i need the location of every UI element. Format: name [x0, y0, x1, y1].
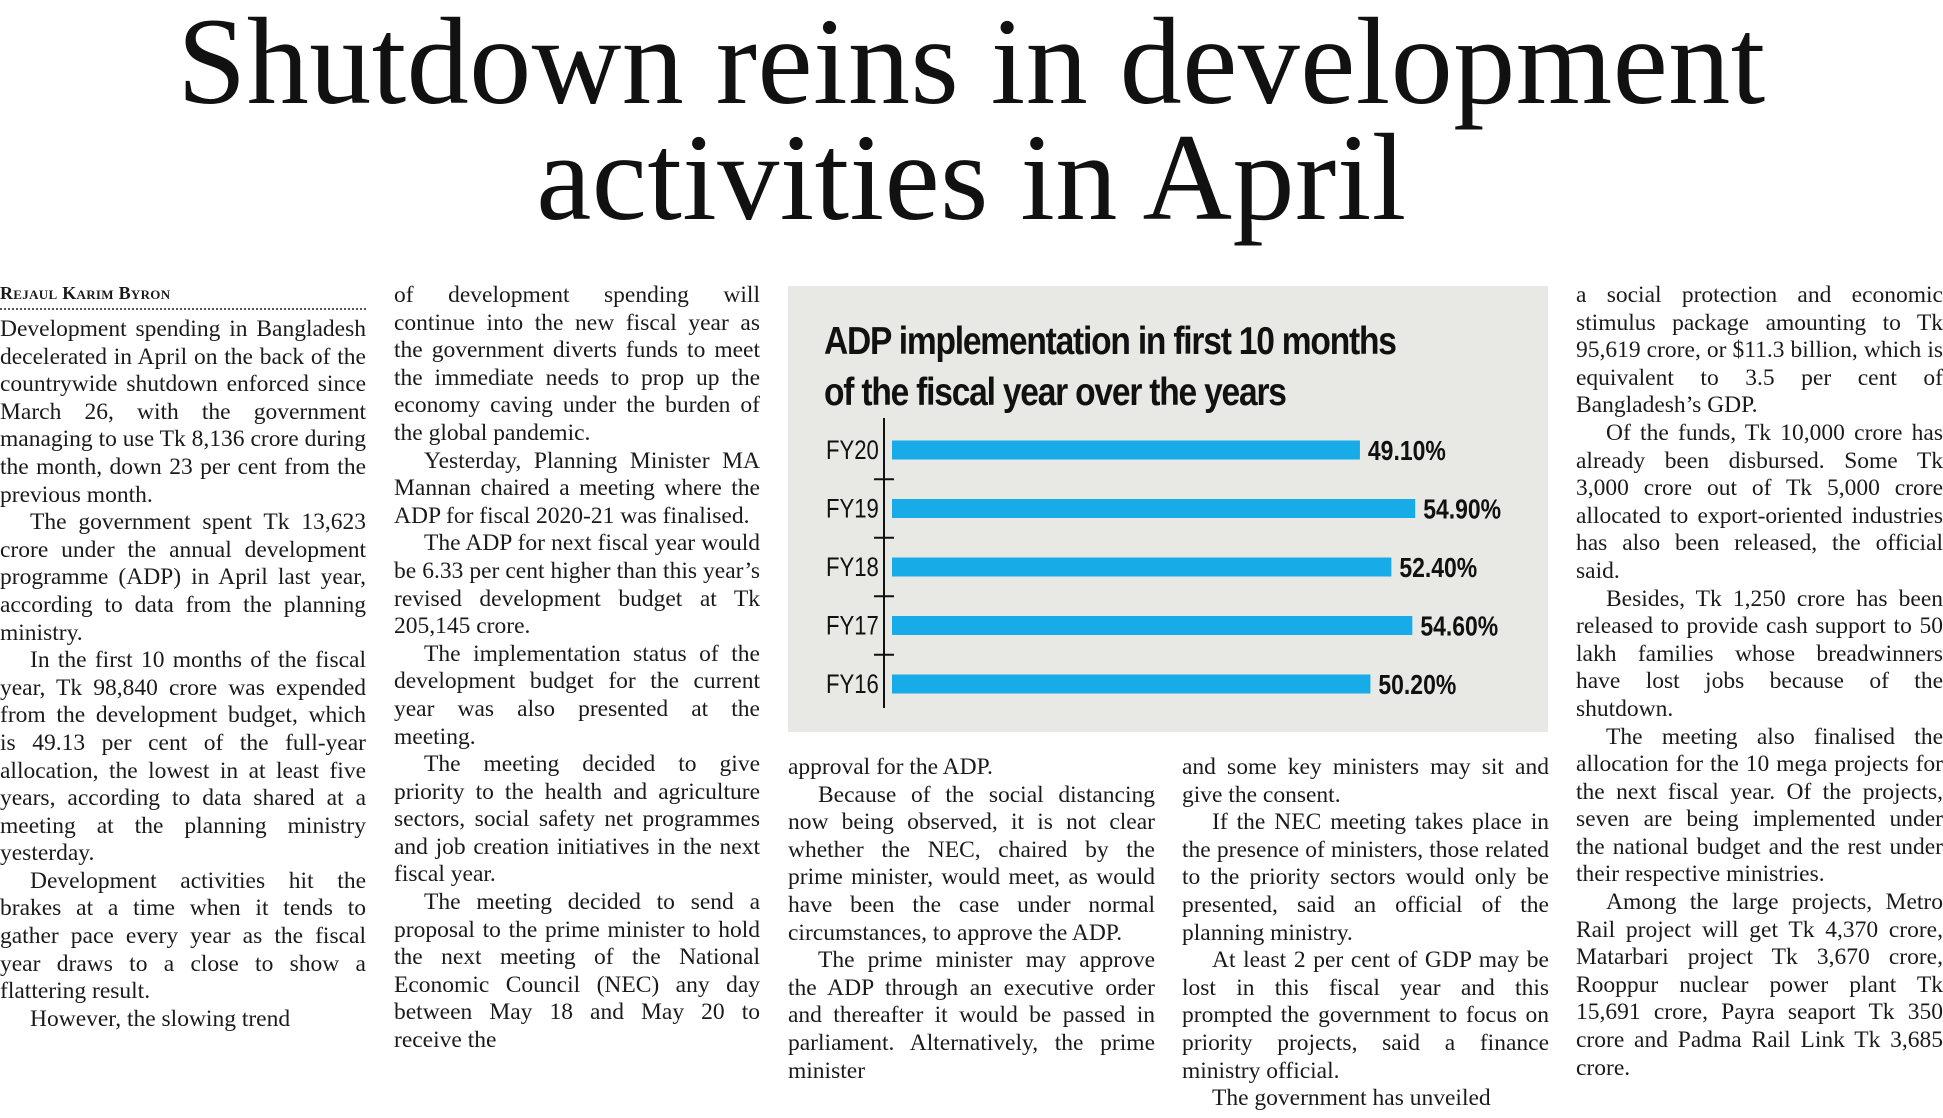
- bar: [892, 441, 1360, 460]
- paragraph: Besides, Tk 1,250 crore has been released to provide cash support to 50 lakh families whose breadwinners have lost jobs because of the shutdown.: [1576, 585, 1943, 722]
- paragraph: The government spent Tk 13,623 crore under the annual development programme (ADP) in April last year, according to data from the planning ministry.: [0, 509, 366, 646]
- article-column-5: [1576, 282, 1943, 1082]
- paragraph: At least 2 per cent of GDP may be lost in this fiscal year and this prompted the government to focus on priority projects, said a finance ministry official.: [1182, 947, 1549, 1084]
- data-label: 54.90%: [1423, 494, 1502, 526]
- paragraph: If the NEC meeting takes place in the presence of ministers, those related to the priority sectors would only be presented, said an official of the planning ministry.: [1182, 809, 1549, 946]
- headline-line-2: activities in April: [536, 109, 1407, 246]
- paragraph: Because of the social distancing now being observed, it is not clear whether the NEC, chaired by the prime minister, would meet, as would have been the case under normal circumstances, to approve the ADP.: [788, 781, 1155, 946]
- paragraph: of development spending will continue into the new fiscal year as the government diverts funds to meet the immediate needs to prop up the economy caving under the burden of the global pandemic.: [394, 282, 760, 446]
- paragraph: Among the large projects, Metro Rail project will get Tk 4,370 crore, Matarbari project Tk 3,670 crore, Rooppur nuclear power plant Tk 15,691 crore, Payra seaport Tk 350 crore and Padma Rail Link Tk 3,685 crore.: [1576, 889, 1943, 1081]
- paragraph: The meeting decided to give priority to the health and agriculture sectors, social safety net programmes and job creation initiatives in the next fiscal year.: [394, 751, 760, 888]
- paragraph: The implementation status of the development budget for the current year was also presented at the meeting.: [394, 640, 760, 750]
- paragraph: a social protection and economic stimulus package amounting to Tk 95,619 crore, or $11.3 billion, which is equivalent to 3.5 per cent of Bangladesh’s GDP.: [1576, 282, 1943, 419]
- article-column-4: [1182, 754, 1549, 1113]
- data-label: 50.20%: [1378, 669, 1457, 701]
- paragraph: and some key ministers may sit and give the consent.: [1182, 754, 1549, 808]
- data-label: 52.40%: [1399, 552, 1478, 584]
- article-column-1: [0, 282, 366, 1033]
- byline: Rejaul Karim Byron: [0, 282, 366, 310]
- paragraph: In the first 10 months of the fiscal year, Tk 98,840 crore was expended from the development budget, which is 49.13 per cent of the full-year allocation, the lowest in at least five years, according to data shared at a meeting at the planning ministry yesterday.: [0, 647, 366, 867]
- data-label: 54.60%: [1420, 611, 1499, 643]
- paragraph: Of the funds, Tk 10,000 crore has already been disbursed. Some Tk 3,000 crore out of Tk 5,000 crore allocated to export-oriented industries has also been released, the official said.: [1576, 419, 1943, 584]
- paragraph: The meeting decided to send a proposal to the prime minister to hold the next meeting of the National Economic Council (NEC) any day between May 18 and May 20 to receive the: [394, 889, 760, 1054]
- tick-label: FY18: [826, 553, 879, 583]
- bar: [892, 616, 1412, 635]
- article-column-3: [788, 754, 1155, 1085]
- tick-label: FY17: [826, 611, 879, 642]
- bar: [892, 675, 1370, 694]
- paragraph: The ADP for next fiscal year would be 6.33 per cent higher than this year’s revised development budget at Tk 205,145 crore.: [394, 530, 760, 640]
- bar: [892, 499, 1415, 518]
- paragraph: Development spending in Bangladesh decelerated in April on the back of the countrywide shutdown enforced since March 26, with the government managing to use Tk 8,136 crore during the month, down 23 per cent from the previous month.: [0, 316, 366, 508]
- bar: [892, 558, 1391, 577]
- paragraph: Development activities hit the brakes at a time when it tends to gather pace every year as the fiscal year draws to a close to show a flattering result.: [0, 867, 366, 1005]
- bar-chart: [788, 286, 1548, 732]
- paragraph: However, the slowing trend: [30, 1005, 291, 1032]
- paragraph: approval for the ADP.: [788, 754, 993, 780]
- chart-panel: [788, 286, 1548, 732]
- tick-label: FY16: [826, 670, 879, 700]
- tick-label: FY20: [826, 436, 879, 466]
- tick-label: FY19: [826, 494, 879, 525]
- paragraph: The meeting also finalised the allocation for the 10 mega projects for the next fiscal year. Of the projects, seven are being implemented under the national budget and the rest under their respective ministries.: [1576, 723, 1943, 888]
- headline-line-1: Shutdown reins in development: [177, 0, 1766, 130]
- paragraph: Yesterday, Planning Minister MA Mannan chaired a meeting where the ADP for fiscal 2020-21 was finalised.: [394, 447, 760, 529]
- paragraph: The prime minister may approve the ADP through an executive order and thereafter it would be passed in parliament. Alternatively, the prime minister: [788, 947, 1155, 1084]
- chart-title: ADP implementation in first 10 months of the fiscal year over the years: [824, 320, 1396, 414]
- paragraph: The government has unveiled: [1212, 1085, 1491, 1112]
- data-label: 49.10%: [1367, 435, 1446, 467]
- headline: [0, 0, 1943, 246]
- article-column-2: [394, 282, 760, 1055]
